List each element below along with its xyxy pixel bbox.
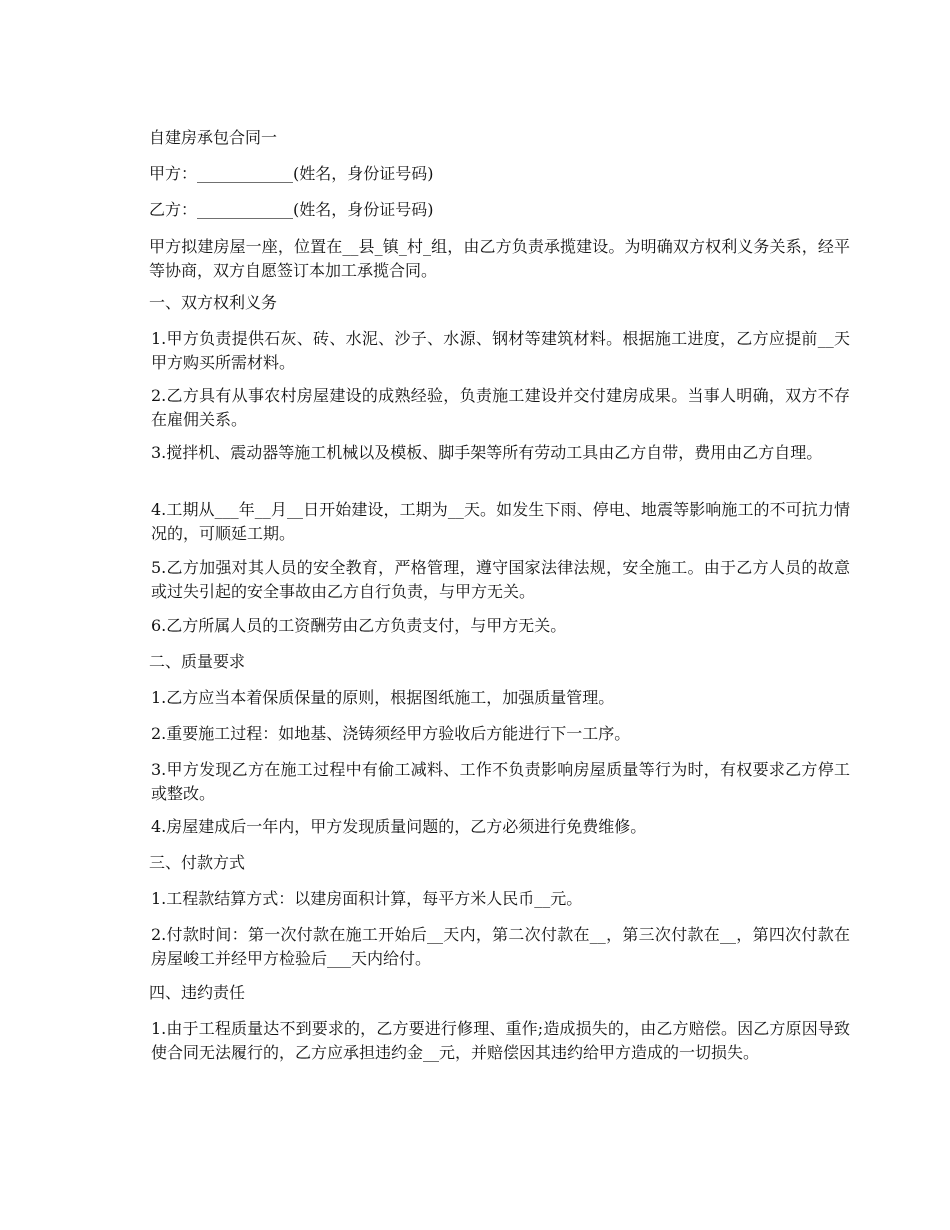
clause-1-5: 5.乙方加强对其人员的安全教育，严格管理，遵守国家法律法规，安全施工。由于乙方人员的故意或过失引起的安全事故由乙方自行负责，与甲方无关。 bbox=[151, 558, 850, 601]
clause-1-4: 4.工期从___年__月__日开始建设，工期为__天。如发生下雨、停电、地震等影响施工的不可抗力情况的，可顺延工期。 bbox=[151, 500, 850, 543]
clause-1-6: 6.乙方所属人员的工资酬劳由乙方负责支付，与甲方无关。 bbox=[151, 616, 567, 635]
clause-2-4: 4.房屋建成后一年内，甲方发现质量问题的，乙方必须进行免费维修。 bbox=[151, 817, 647, 836]
section-heading-quality: 二、质量要求 bbox=[149, 652, 246, 671]
clause-4-1: 1.由于工程质量达不到要求的，乙方要进行修理、重作;造成损失的，由乙方赔偿。因乙方原因导致使合同无法履行的，乙方应承担违约金__元，并赔偿因其违约给甲方造成的一切损失。 bbox=[151, 1019, 850, 1062]
clause-2-1: 1.乙方应当本着保质保量的原则，根据图纸施工，加强质量管理。 bbox=[151, 688, 615, 707]
clause-2-3: 3.甲方发现乙方在施工过程中有偷工减料、工作不负责影响房屋质量等行为时，有权要求乙方停工或整改。 bbox=[151, 760, 850, 803]
section-heading-liability: 四、违约责任 bbox=[149, 983, 246, 1002]
clause-1-1: 1.甲方负责提供石灰、砖、水泥、沙子、水源、钢材等建筑材料。根据施工进度，乙方应提前__天甲方购买所需材料。 bbox=[151, 329, 850, 372]
section-heading-payment: 三、付款方式 bbox=[149, 853, 246, 872]
party-b-line: 乙方：____________(姓名，身份证号码) bbox=[149, 200, 434, 219]
clause-3-2: 2.付款时间：第一次付款在施工开始后__天内，第二次付款在__，第三次付款在__，第四次付款在房屋峻工并经甲方检验后___天内给付。 bbox=[151, 925, 850, 968]
section-heading-rights: 一、双方权利义务 bbox=[149, 293, 278, 312]
intro-paragraph: 甲方拟建房屋一座，位置在__县_镇_村_组，由乙方负责承揽建设。为明确双方权利义务关系，经平等协商，双方自愿签订本加工承揽合同。 bbox=[149, 237, 850, 280]
party-a-line: 甲方：____________(姓名，身份证号码) bbox=[149, 164, 434, 183]
clause-1-2: 2.乙方具有从事农村房屋建设的成熟经验，负责施工建设并交付建房成果。当事人明确，双方不存在雇佣关系。 bbox=[151, 386, 850, 429]
clause-1-3: 3.搅拌机、震动器等施工机械以及模板、脚手架等所有劳动工具由乙方自带，费用由乙方自理。 bbox=[151, 443, 823, 462]
clause-3-1: 1.工程款结算方式：以建房面积计算，每平方米人民币__元。 bbox=[151, 889, 583, 908]
clause-2-2: 2.重要施工过程：如地基、浇铸须经甲方验收后方能进行下一工序。 bbox=[151, 724, 631, 743]
document-title: 自建房承包合同一 bbox=[149, 128, 278, 147]
